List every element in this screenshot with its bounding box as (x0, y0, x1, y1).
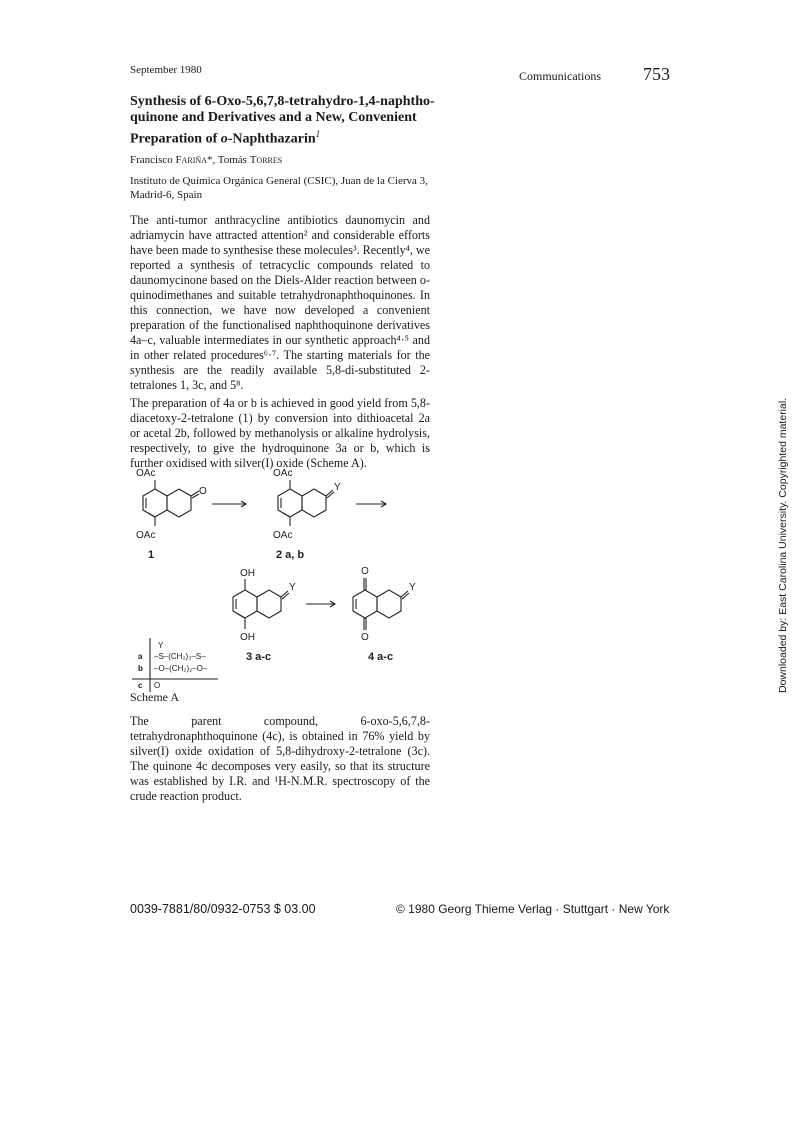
article-title (130, 94, 460, 148)
paragraph-preparation: The preparation of 4a or b is achieved in good yield from 5,8-diacetoxy-2-tetralone (1) by conversion into dithioacetal 2a or acetal 2b, followed by methanolysis or alkaline hydrolysis, respectively, to give the hydroquinone 3a or b, which is further oxidised with silver(I) oxide (Scheme A). (130, 396, 430, 470)
scheme-label: Scheme A (130, 690, 179, 704)
title-italic: o (220, 131, 228, 147)
compound-4-structure (353, 578, 409, 630)
author-separator: *, Tomás (206, 154, 250, 166)
page-number: 753 (643, 64, 670, 84)
c1-subst-label: O (199, 486, 207, 497)
scheme-a-figure (128, 462, 458, 697)
title-ref: 1 (315, 129, 321, 139)
c4-id: 4 a-c (368, 651, 394, 663)
c3-subst-label: Y (289, 582, 296, 593)
title-part1: Synthesis of 6-Oxo-5,6,7,8-tetrahydro-1,4-naphtho-quinone and Derivatives and a New, Convenient Preparation of (130, 94, 435, 147)
footer-copyright: © 1980 Georg Thieme Verlag · Stuttgart · New York (396, 902, 670, 916)
c1-id: 1 (148, 549, 155, 561)
download-notice-text: Downloaded by: East Carolina University. Copyrighted material. (777, 397, 789, 693)
download-notice (772, 393, 792, 693)
footer-code: 0039-7881/80/0932-0753 $ 03.00 (130, 902, 316, 916)
title-part2: -Naphthazarin (227, 131, 316, 147)
table-row-b-value: –O–(CH₂)₂–O– (154, 664, 208, 673)
c3-bottom-label: OH (240, 632, 255, 643)
c2-subst-label: Y (334, 482, 341, 493)
compound-2-structure (278, 480, 334, 526)
table-row-a-value: –S–(CH₂)₃–S– (154, 652, 206, 661)
author1-last: Fariña (175, 154, 207, 166)
paragraph-intro: The anti-tumor anthracycline antibiotics daunomycin and adriamycin have attracted attention² and considerable efforts have been made to synthesise these molecules³. Recently⁴, we reported a synthesis of tetracyclic compounds related to daunomycinone based on the Diels-Alder reaction between o-quinodimethanes and suitable tetrahydronaphthoquinones. In this connection, we have now developed a convenient preparation of the functionalised naphthoquinone derivatives 4a–c, valuable intermediates in our synthetic approach⁴·⁵ and in other related procedures⁶·⁷. The starting materials for the synthesis are the readily available 5,8-di-substituted 2-tetralones 1, 3c, and 5⁸. (130, 213, 431, 392)
table-row-c-key: c (138, 681, 143, 690)
author1-first: Francisco (130, 154, 176, 166)
affiliation: Instituto de Química Orgánica General (CSIC), Juan de la Cierva 3, Madrid-6, Spain (130, 175, 428, 201)
compound-3-structure (233, 579, 289, 629)
c1-bottom-label: OAc (136, 530, 156, 541)
header-section: Communications (519, 69, 601, 83)
c3-id: 3 a-c (246, 651, 272, 663)
c2-bottom-label: OAc (273, 530, 293, 541)
table-row-c-value: O (154, 681, 161, 690)
c2-top-label: OAc (273, 468, 293, 479)
c1-top-label: OAc (136, 468, 156, 479)
authors (130, 154, 282, 166)
header-date: September 1980 (130, 64, 202, 76)
c4-top-label: O (361, 566, 369, 577)
paragraph-parent-compound: The parent compound, 6-oxo-5,6,7,8-tetrahydronaphthoquinone (4c), is obtained in 76% yield by silver(I) oxide oxidation of 5,8-dihydroxy-2-tetralone (3c). The quinone 4c decomposes very easily, so that its structure was established by I.R. and ¹H-N.M.R. spectroscopy of the crude reaction product. (130, 714, 430, 803)
c2-id: 2 a, b (276, 549, 305, 561)
c3-top-label: OH (240, 568, 255, 579)
compound-1-structure (143, 480, 199, 526)
table-row-a-key: a (138, 652, 143, 661)
c4-bottom-label: O (361, 632, 369, 643)
table-row-b-key: b (138, 664, 143, 673)
c4-subst-label: Y (409, 582, 416, 593)
table-header: Y (158, 641, 164, 650)
author2-last: Torres (249, 154, 283, 166)
